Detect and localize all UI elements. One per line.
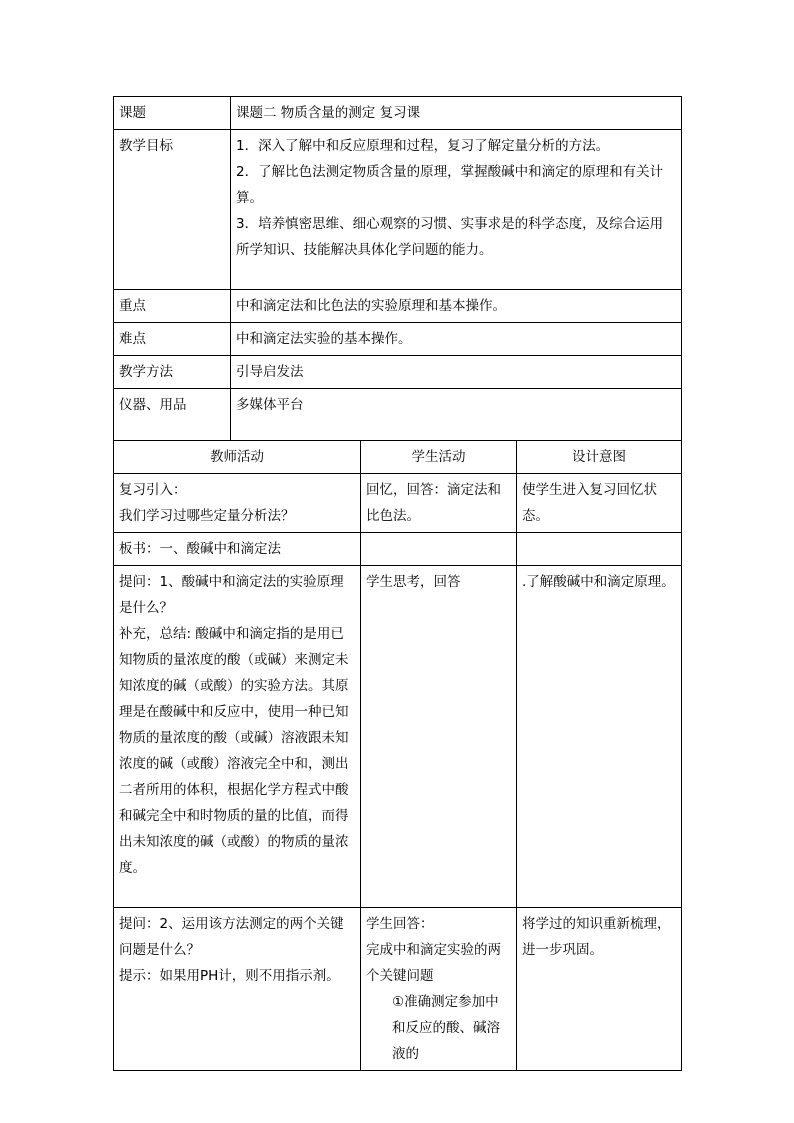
- table-row: [114, 566, 682, 908]
- equipment-row: [114, 389, 682, 441]
- difficulty-row: [114, 323, 682, 356]
- teacher-cell: 提问：1、酸碱中和滴定法的实验原理是什么？ 补充，总结: 酸碱中和滴定指的是用已知物质的量浓度的酸（或碱）来测定未知浓度的碱（或酸）的实验方法。其原理是在酸碱中和反应中，使用一种已知物质的量浓度的酸（或碱）溶液跟未知浓度的碱（或酸）溶液完全中和，测出二者所用的体积，根据化学方程式中酸和碱完全中和时物质的量的比值，而得出未知浓度的碱（或酸）的物质的量浓度。: [114, 566, 361, 908]
- table-row: [114, 908, 682, 1071]
- activities-header-row: [114, 441, 682, 474]
- student-cell: [361, 533, 517, 566]
- method-label: 教学方法: [114, 356, 231, 389]
- intent-cell: .了解酸碱中和滴定原理。: [517, 566, 682, 908]
- intent-cell: 将学过的知识重新梳理，进一步巩固。: [517, 908, 682, 1071]
- key-label: 重点: [114, 290, 231, 323]
- header-student: 学生活动: [361, 441, 517, 474]
- key-row: [114, 290, 682, 323]
- table-row: [114, 474, 682, 533]
- goals-cell: [231, 130, 682, 290]
- lesson-info-table: [113, 96, 682, 441]
- equipment-label: 仪器、用品: [114, 389, 231, 441]
- lesson-plan-document: [113, 96, 681, 1071]
- goal-item-3: 3．培养慎密思维、细心观察的习惯、实事求是的科学态度，及综合运用所学知识、技能解决具体化学问题的能力。: [236, 216, 664, 258]
- goal-item-2: 2．了解比色法测定物质含量的原理，掌握酸碱中和滴定的原理和有关计算。: [236, 164, 664, 206]
- student-cell: 回忆，回答：滴定法和比色法。: [361, 474, 517, 533]
- teacher-cell: 板书：一、酸碱中和滴定法: [114, 533, 361, 566]
- header-intent: 设计意图: [517, 441, 682, 474]
- intent-cell: 使学生进入复习回忆状态。: [517, 474, 682, 533]
- equipment-value: 多媒体平台: [231, 389, 682, 441]
- teacher-cell: 提问：2、运用该方法测定的两个关键问题是什么？ 提示：如果用PH计，则不用指示剂。: [114, 908, 361, 1071]
- topic-value: 课题二 物质含量的测定 复习课: [231, 97, 682, 130]
- topic-row: [114, 97, 682, 130]
- table-row: [114, 533, 682, 566]
- intent-cell: [517, 533, 682, 566]
- difficulty-value: 中和滴定法实验的基本操作。: [231, 323, 682, 356]
- goal-item-1: 1．深入了解中和反应原理和过程，复习了解定量分析的方法。: [236, 138, 610, 154]
- difficulty-label: 难点: [114, 323, 231, 356]
- goals-row: [114, 130, 682, 290]
- student-cell: 学生回答： 完成中和滴定实验的两个关键问题 ①准确测定参加中和反应的酸、碱溶液的: [361, 908, 517, 1071]
- method-value: 引导启发法: [231, 356, 682, 389]
- teacher-cell: 复习引入： 我们学习过哪些定量分析法？: [114, 474, 361, 533]
- key-value: 中和滴定法和比色法的实验原理和基本操作。: [231, 290, 682, 323]
- method-row: [114, 356, 682, 389]
- student-cell: 学生思考，回答: [361, 566, 517, 908]
- activities-table: [113, 440, 682, 1071]
- topic-label: 课题: [114, 97, 231, 130]
- goals-label: 教学目标: [114, 130, 231, 290]
- header-teacher: 教师活动: [114, 441, 361, 474]
